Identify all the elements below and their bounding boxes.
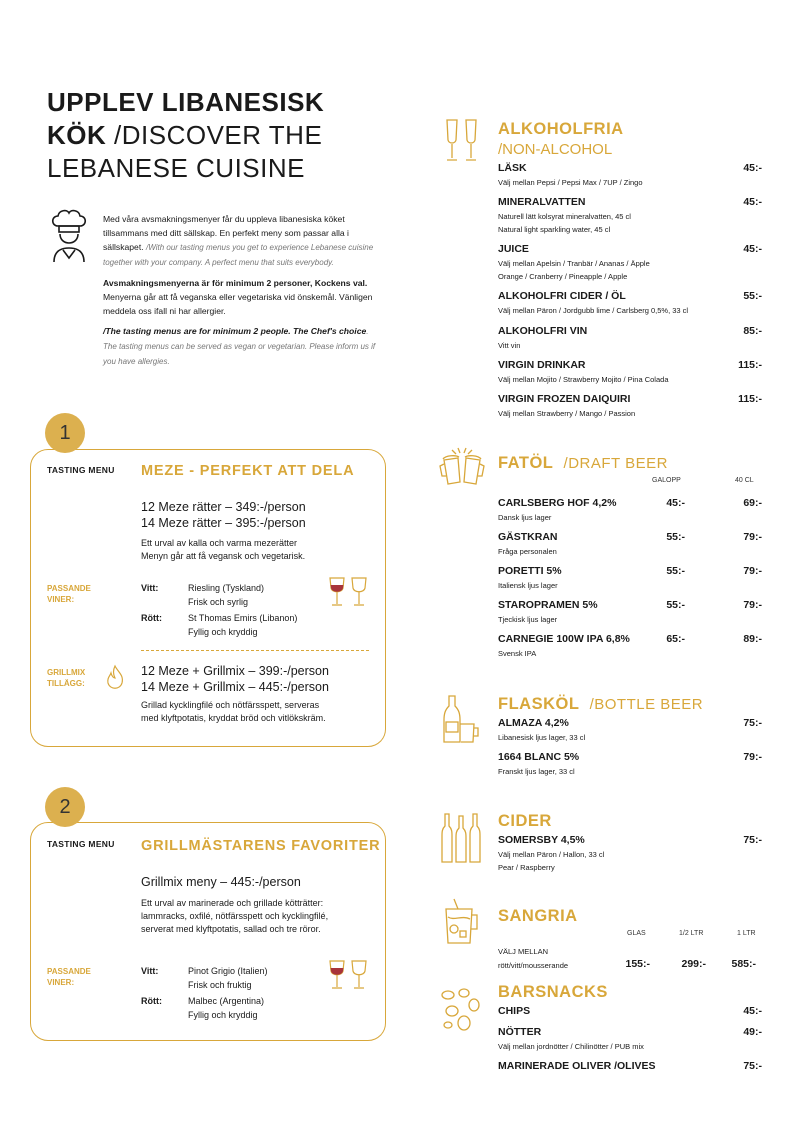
draft-title: FATÖL [498, 454, 554, 472]
menu-item-name: JUICE [498, 243, 529, 255]
menu-item-desc: Välj mellan Päron / Hallon, 33 cl [498, 850, 605, 859]
menu-item-name: ALKOHOLFRI CIDER / ÖL [498, 290, 626, 302]
menu-1-title: MEZE - PERFEKT ATT DELA [141, 463, 355, 479]
menu-1-desc2: Menyn går att få vegansk och vegetarisk. [141, 551, 306, 561]
bottle-section-title [498, 695, 703, 714]
tasting-menu-label-1: TASTING MENU [47, 465, 115, 475]
menu-1-divider [141, 650, 369, 651]
menu-item-price: 55:- [743, 290, 762, 302]
menu-2-red-label: Rött: [141, 996, 162, 1006]
menu-item-price: 115:- [738, 359, 762, 371]
menu-1-grill-desc1: Grillad kycklingfilé och nötfärsspett, serveras [141, 700, 320, 710]
menu-item-desc-2: Natural light sparkling water, 45 cl [498, 225, 611, 234]
menu-item-name: PORETTI 5% [498, 565, 562, 577]
wine-glasses-icon [326, 576, 370, 608]
tasting-menu-label-2: TASTING MENU [47, 839, 115, 849]
menu-item-name: GÄSTKRAN [498, 531, 558, 543]
menu-item-desc: Italiensk ljus lager [498, 581, 558, 590]
menu-item-desc: Välj mellan jordnötter / Chilinötter / PUB mix [498, 1042, 644, 1051]
menu-item-desc: Franskt ljus lager, 33 cl [498, 767, 575, 776]
menu-1-white-desc: Frisk och syrlig [188, 597, 249, 607]
menu-1-grill-line1: 12 Meze + Grillmix – 399:-/person [141, 664, 329, 678]
page-title [47, 86, 347, 185]
menu-item-name: ALMAZA 4,2% [498, 717, 569, 729]
cider-bottles-icon [440, 812, 482, 866]
menu-2-white-label: Vitt: [141, 966, 159, 976]
menu-2-desc1: Ett urval av marinerade och grillade kötträtter: [141, 898, 324, 908]
menu-2-desc3: serverat med klyftpotatis, sallad och tre röror. [141, 924, 321, 934]
draft-section-title [498, 454, 668, 473]
menu-item-price: 89:- [743, 633, 762, 645]
menu-item-name: SOMERSBY 4,5% [498, 834, 585, 846]
menu-1-desc1: Ett urval av kalla och varma mezerätter [141, 538, 298, 548]
menu-item-name: NÖTTER [498, 1026, 542, 1038]
menu-item-name: VIRGIN DRINKAR [498, 359, 586, 371]
menu-item-desc: Libanesisk ljus lager, 33 cl [498, 733, 586, 742]
menu-item-name: CHIPS [498, 1005, 531, 1017]
menu-1-grill-desc2: med klyftpotatis, kryddat bröd och vitlökskräm. [141, 713, 326, 723]
menu-2-white-name: Pinot Grigio (Italien) [188, 966, 268, 976]
menu-item-desc: Välj mellan Päron / Jordgubb lime / Carlsberg 0,5%, 33 cl [498, 306, 689, 315]
menu-item-desc-2: Pear / Raspberry [498, 863, 555, 872]
menu-item-price: 79:- [743, 751, 762, 763]
nonalc-section-sub: /NON-ALCOHOL [498, 141, 613, 158]
sangria-price-half: 299:- [681, 958, 706, 970]
sangria-col-glas: GLAS [627, 930, 646, 937]
menu-item-price: 65:- [666, 633, 685, 645]
sangria-price-liter: 585:- [731, 958, 756, 970]
menu-2-title: GRILLMÄSTARENS FAVORITER [141, 838, 381, 854]
menu-item-price: 45:- [743, 162, 762, 174]
sangria-section-title: SANGRIA [498, 907, 578, 925]
menu-2-wine-label: PASSANDE VINER: [47, 967, 91, 987]
sangria-choose: VÄLJ MELLAN [498, 947, 549, 956]
intro-p1: Med våra avsmakningsmenyer får du uppleva libanesiska köket tillsammans med ditt sällskap. En perfekt meny som passar alla i sällskapet. [103, 214, 349, 252]
menu-item-price: 75:- [743, 1060, 762, 1072]
menu-item-price: 69:- [743, 497, 762, 509]
title-bold: UPPLEV LIBANESISK KÖK [47, 87, 325, 150]
menu-item-desc: Dansk ljus lager [498, 513, 552, 522]
nonalc-section-title: ALKOHOLFRIA [498, 120, 624, 138]
menu-item-desc: Naturell lätt kolsyrat mineralvatten, 45 cl [498, 212, 631, 221]
menu-1-red-label: Rött: [141, 613, 162, 623]
menu-item-name: CARLSBERG HOF 4,2% [498, 497, 617, 509]
menu-item-desc: Svensk IPA [498, 649, 537, 658]
menu-item-name: MARINERADE OLIVER /OLIVES [498, 1060, 656, 1072]
bottle-title: FLASKÖL [498, 695, 580, 713]
menu-item-name: MINERALVATTEN [498, 196, 586, 208]
menu-item-name: LÄSK [498, 162, 527, 174]
champagne-glasses-icon [442, 116, 482, 164]
menu-1-line2: 14 Meze rätter – 395:-/person [141, 516, 306, 530]
sangria-col-half: 1/2 LTR [679, 930, 704, 937]
chef-hat-icon [48, 208, 90, 264]
menu-item-price: 75:- [743, 834, 762, 846]
menu-item-price: 45:- [743, 243, 762, 255]
flame-icon [104, 664, 126, 692]
intro-p2: Menyerna går att få veganska eller vegetariska vid önskemål. Vänligen meddela oss ifall ni har allergier. [103, 292, 373, 316]
intro-p3-bold: /The tasting menus are for minimum 2 people. The Chef's choice [103, 326, 367, 336]
menu-number-badge-1: 1 [45, 413, 85, 453]
menu-item-price: 115:- [738, 393, 762, 405]
intro-p1-en: /With our tasting menus you get to experience Lebanese cuisine together with your company. A perfect menu that suits everybody. [103, 243, 374, 267]
menu-item-desc: Välj mellan Pepsi / Pepsi Max / 7UP / Zingo [498, 178, 643, 187]
beer-bottle-icon [440, 694, 482, 746]
menu-2-line1: Grillmix meny – 445:-/person [141, 875, 301, 889]
menu-item-price: 79:- [743, 599, 762, 611]
menu-item-price: 45:- [666, 497, 685, 509]
menu-item-desc: Välj mellan Apelsin / Tranbär / Ananas / Äpple [498, 259, 650, 268]
menu-2-red-desc: Fyllig och kryddig [188, 1010, 258, 1020]
beer-mugs-icon [438, 446, 488, 488]
menu-item-price: 49:- [743, 1026, 762, 1038]
menu-1-line1: 12 Meze rätter – 349:-/person [141, 500, 306, 514]
menu-item-name: STAROPRAMEN 5% [498, 599, 598, 611]
wine-glasses-icon [326, 959, 370, 991]
menu-item-desc-2: Orange / Cranberry / Pineapple / Apple [498, 272, 628, 281]
draft-col-galopp: GALOPP [652, 477, 681, 484]
menu-item-price: 55:- [666, 531, 685, 543]
menu-1-wine-label: PASSANDE VINER: [47, 584, 91, 604]
menu-item-desc: Välj mellan Strawberry / Mango / Passion [498, 409, 636, 418]
menu-2-red-name: Malbec (Argentina) [188, 996, 265, 1006]
intro-text [103, 212, 378, 375]
menu-item-name: ALKOHOLFRI VIN [498, 325, 588, 337]
menu-item-desc: Fråga personalen [498, 547, 557, 556]
bottle-sub: /BOTTLE BEER [589, 696, 704, 713]
menu-item-price: 45:- [743, 1005, 762, 1017]
sangria-col-liter: 1 LTR [737, 930, 756, 937]
menu-item-name: CARNEGIE 100W IPA 6,8% [498, 633, 630, 645]
menu-item-desc: Vitt vin [498, 341, 521, 350]
intro-p3: . The tasting menus can be served as vegan or vegetarian. Please inform us if you have allergies. [103, 327, 376, 366]
menu-item-price: 55:- [666, 565, 685, 577]
menu-item-desc: Välj mellan Mojito / Strawberry Mojito / Pina Colada [498, 375, 669, 384]
menu-2-white-desc: Frisk och fruktig [188, 980, 252, 990]
menu-item-price: 85:- [743, 325, 762, 337]
sangria-options: rött/vitt/mousserande [498, 961, 569, 970]
menu-item-name: VIRGIN FROZEN DAIQUIRI [498, 393, 631, 405]
menu-1-white-label: Vitt: [141, 583, 159, 593]
menu-1-red-desc: Fyllig och kryddig [188, 627, 258, 637]
menu-1-grill-label: GRILLMIX TILLÄGG: [47, 668, 86, 688]
intro-p2-bold: Avsmakningsmenyerna är för minimum 2 personer, Kockens val. [103, 278, 368, 288]
sangria-price-glas: 155:- [625, 958, 650, 970]
sangria-jar-icon [440, 897, 480, 947]
menu-item-name: 1664 BLANC 5% [498, 751, 580, 763]
draft-sub: /DRAFT BEER [563, 455, 668, 472]
menu-item-price: 79:- [743, 565, 762, 577]
menu-item-price: 45:- [743, 196, 762, 208]
menu-item-price: 55:- [666, 599, 685, 611]
draft-col-40cl: 40 CL [735, 477, 754, 484]
menu-item-price: 79:- [743, 531, 762, 543]
cider-section-title: CIDER [498, 812, 552, 830]
menu-item-price: 75:- [743, 717, 762, 729]
nuts-icon [438, 985, 482, 1033]
title-rest: /DISCOVER THE LEBANESE CUISINE [47, 120, 323, 183]
menu-1-red-name: St Thomas Emirs (Libanon) [188, 613, 298, 623]
menu-2-desc2: lammracks, oxfilé, nötfärsspett och kycklingfilé, [141, 911, 329, 921]
snacks-section-title: BARSNACKS [498, 983, 608, 1001]
menu-1-grill-line2: 14 Meze + Grillmix – 445:-/person [141, 680, 329, 694]
menu-number-badge-2: 2 [45, 787, 85, 827]
menu-item-desc: Tjeckisk ljus lager [498, 615, 558, 624]
menu-1-white-name: Riesling (Tyskland) [188, 583, 265, 593]
